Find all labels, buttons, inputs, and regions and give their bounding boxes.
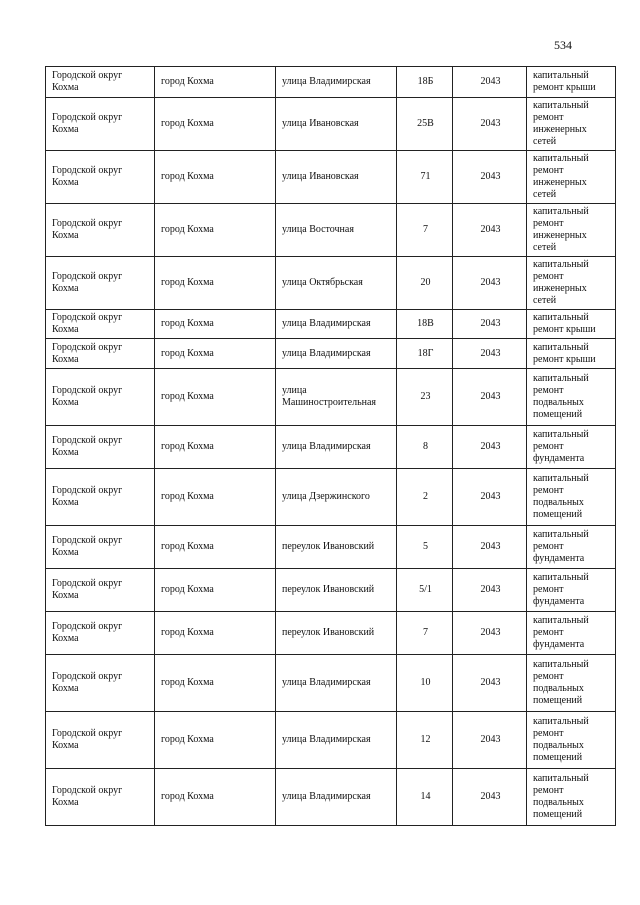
year-cell: 2043: [453, 257, 527, 310]
street-cell: улица Владимирская: [276, 67, 397, 98]
house-cell: 20: [397, 257, 453, 310]
street-cell: улица Ивановская: [276, 151, 397, 204]
house-cell: 18Г: [397, 339, 453, 369]
page-number: 534: [554, 38, 572, 52]
city-cell: город Кохма: [155, 426, 276, 469]
district-cell: Городской округ Кохма: [46, 469, 155, 526]
table-row: [46, 612, 616, 655]
work-type-cell: капитальный ремонт фундамента: [527, 426, 616, 469]
house-cell: 12: [397, 712, 453, 769]
house-cell: 25В: [397, 98, 453, 151]
city-cell: город Кохма: [155, 655, 276, 712]
house-cell: 5: [397, 526, 453, 569]
district-cell: Городской округ Кохма: [46, 369, 155, 426]
street-cell: улица Владимирская: [276, 339, 397, 369]
city-cell: город Кохма: [155, 712, 276, 769]
street-cell: улица Дзержинского: [276, 469, 397, 526]
house-cell: 18В: [397, 310, 453, 339]
city-cell: город Кохма: [155, 369, 276, 426]
work-type-cell: капитальный ремонт подвальных помещений: [527, 769, 616, 826]
district-cell: Городской округ Кохма: [46, 204, 155, 257]
city-cell: город Кохма: [155, 98, 276, 151]
district-cell: Городской округ Кохма: [46, 151, 155, 204]
year-cell: 2043: [453, 612, 527, 655]
work-type-cell: капитальный ремонт инженерных сетей: [527, 151, 616, 204]
district-cell: Городской округ Кохма: [46, 655, 155, 712]
district-cell: Городской округ Кохма: [46, 257, 155, 310]
street-cell: переулок Ивановский: [276, 526, 397, 569]
work-type-cell: капитальный ремонт инженерных сетей: [527, 257, 616, 310]
district-cell: Городской округ Кохма: [46, 310, 155, 339]
work-type-cell: капитальный ремонт инженерных сетей: [527, 204, 616, 257]
city-cell: город Кохма: [155, 339, 276, 369]
city-cell: город Кохма: [155, 204, 276, 257]
city-cell: город Кохма: [155, 769, 276, 826]
table-row: [46, 426, 616, 469]
house-cell: 23: [397, 369, 453, 426]
city-cell: город Кохма: [155, 67, 276, 98]
work-type-cell: капитальный ремонт крыши: [527, 310, 616, 339]
district-cell: Городской округ Кохма: [46, 339, 155, 369]
table-row: [46, 257, 616, 310]
street-cell: улица Владимирская: [276, 712, 397, 769]
city-cell: город Кохма: [155, 151, 276, 204]
work-type-cell: капитальный ремонт подвальных помещений: [527, 469, 616, 526]
year-cell: 2043: [453, 310, 527, 339]
street-cell: переулок Ивановский: [276, 569, 397, 612]
city-cell: город Кохма: [155, 257, 276, 310]
year-cell: 2043: [453, 526, 527, 569]
district-cell: Городской округ Кохма: [46, 98, 155, 151]
street-cell: улица Октябрьская: [276, 257, 397, 310]
table-row: [46, 204, 616, 257]
year-cell: 2043: [453, 204, 527, 257]
work-type-cell: капитальный ремонт подвальных помещений: [527, 369, 616, 426]
district-cell: Городской округ Кохма: [46, 769, 155, 826]
work-type-cell: капитальный ремонт подвальных помещений: [527, 712, 616, 769]
repair-schedule-table: [45, 66, 616, 826]
city-cell: город Кохма: [155, 569, 276, 612]
house-cell: 18Б: [397, 67, 453, 98]
street-cell: переулок Ивановский: [276, 612, 397, 655]
table-row: [46, 569, 616, 612]
house-cell: 2: [397, 469, 453, 526]
city-cell: город Кохма: [155, 526, 276, 569]
district-cell: Городской округ Кохма: [46, 569, 155, 612]
year-cell: 2043: [453, 426, 527, 469]
street-cell: улица Владимирская: [276, 655, 397, 712]
city-cell: город Кохма: [155, 469, 276, 526]
house-cell: 7: [397, 204, 453, 257]
street-cell: улица Владимирская: [276, 769, 397, 826]
work-type-cell: капитальный ремонт инженерных сетей: [527, 98, 616, 151]
work-type-cell: капитальный ремонт фундамента: [527, 526, 616, 569]
house-cell: 14: [397, 769, 453, 826]
house-cell: 5/1: [397, 569, 453, 612]
table-row: [46, 339, 616, 369]
house-cell: 10: [397, 655, 453, 712]
table-row: [46, 67, 616, 98]
year-cell: 2043: [453, 98, 527, 151]
district-cell: Городской округ Кохма: [46, 712, 155, 769]
street-cell: улица Владимирская: [276, 426, 397, 469]
year-cell: 2043: [453, 151, 527, 204]
work-type-cell: капитальный ремонт фундамента: [527, 569, 616, 612]
house-cell: 71: [397, 151, 453, 204]
year-cell: 2043: [453, 369, 527, 426]
house-cell: 7: [397, 612, 453, 655]
work-type-cell: капитальный ремонт крыши: [527, 339, 616, 369]
district-cell: Городской округ Кохма: [46, 67, 155, 98]
year-cell: 2043: [453, 769, 527, 826]
table-row: [46, 310, 616, 339]
work-type-cell: капитальный ремонт подвальных помещений: [527, 655, 616, 712]
house-cell: 8: [397, 426, 453, 469]
table-row: [46, 712, 616, 769]
year-cell: 2043: [453, 469, 527, 526]
street-cell: улица Машиностроительная: [276, 369, 397, 426]
street-cell: улица Владимирская: [276, 310, 397, 339]
city-cell: город Кохма: [155, 612, 276, 655]
table-row: [46, 469, 616, 526]
table-row: [46, 769, 616, 826]
district-cell: Городской округ Кохма: [46, 612, 155, 655]
year-cell: 2043: [453, 655, 527, 712]
street-cell: улица Ивановская: [276, 98, 397, 151]
year-cell: 2043: [453, 712, 527, 769]
street-cell: улица Восточная: [276, 204, 397, 257]
table-row: [46, 655, 616, 712]
table-row: [46, 151, 616, 204]
year-cell: 2043: [453, 339, 527, 369]
table-row: [46, 526, 616, 569]
year-cell: 2043: [453, 67, 527, 98]
table-row: [46, 369, 616, 426]
year-cell: 2043: [453, 569, 527, 612]
city-cell: город Кохма: [155, 310, 276, 339]
work-type-cell: капитальный ремонт крыши: [527, 67, 616, 98]
work-type-cell: капитальный ремонт фундамента: [527, 612, 616, 655]
table-row: [46, 98, 616, 151]
district-cell: Городской округ Кохма: [46, 526, 155, 569]
district-cell: Городской округ Кохма: [46, 426, 155, 469]
